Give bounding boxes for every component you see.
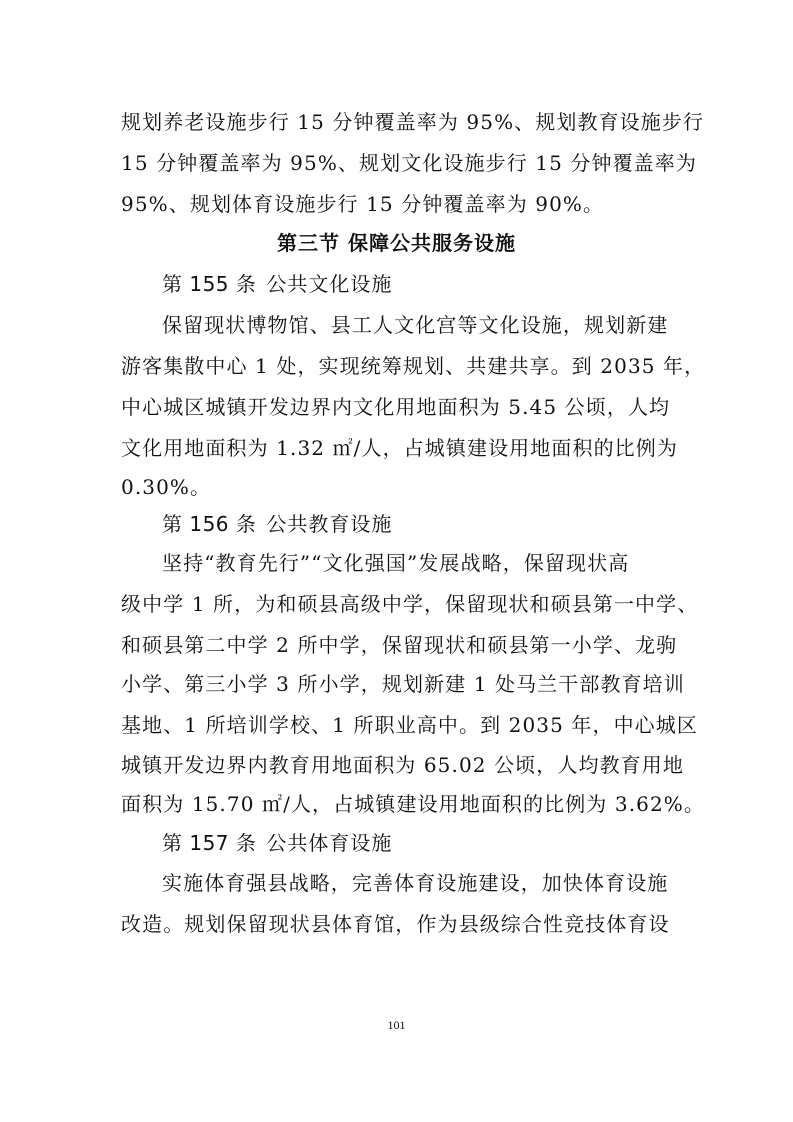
article-157-number: 第 157 条 [162,831,257,855]
article-157-line-1: 实施体育强县战略，完善体育设施建设，加快体育设施 [162,871,669,895]
article-155-line-1: 保留现状博物馆、县工人文化宫等文化设施，规划新建 [162,313,669,337]
article-156-line-3: 和硕县第二中学 2 所中学，保留现状和硕县第一小学、龙驹 [121,633,678,657]
article-156-line-5: 基地、1 所培训学校、1 所职业高中。到 2035 年，中心城区 [121,713,698,737]
article-156-number: 第 156 条 [162,512,257,536]
article-156-line-6: 城镇开发边界内教育用地面积为 65.02 公顷，人均教育用地 [121,753,684,777]
article-155-line-4: 文化用地面积为 1.32 ㎡/人，占城镇建设用地面积的比例为 [121,436,678,460]
article-157-heading [162,825,392,861]
article-156-title: 公共教育设施 [266,512,393,536]
intro-line-1: 规划养老设施步行 15 分钟覆盖率为 95%、规划教育设施步行 [121,110,705,134]
article-155-heading [162,266,392,302]
article-156-line-1: 坚持“教育先行”“文化强国”发展战略，保留现状高 [162,551,630,575]
article-157-title: 公共体育设施 [266,831,393,855]
article-155-title: 公共文化设施 [266,272,393,296]
page-number: 101 [387,1018,406,1032]
intro-line-3: 95%、规划体育设施步行 15 分钟覆盖率为 90%。 [121,192,605,216]
article-156-line-2: 级中学 1 所，为和硕县高级中学，保留现状和硕县第一中学、 [121,592,699,616]
section-title: 第三节 保障公共服务设施 [277,231,516,255]
intro-line-2: 15 分钟覆盖率为 95%、规划文化设施步行 15 分钟覆盖率为 [121,151,697,175]
article-156-line-7: 面积为 15.70 ㎡/人，占城镇建设用地面积的比例为 3.62%。 [121,792,706,816]
article-155-line-5: 0.30%。 [121,475,212,499]
article-156-heading [162,506,392,542]
article-155-number: 第 155 条 [162,272,257,296]
article-155-line-2: 游客集散中心 1 处，实现统筹规划、共建共享。到 2035 年， [121,354,706,378]
article-156-line-4: 小学、第三小学 3 所小学，规划新建 1 处马兰干部教育培训 [121,672,685,696]
article-155-line-3: 中心城区城镇开发边界内文化用地面积为 5.45 公顷，人均 [121,395,671,419]
article-157-line-2: 改造。规划保留现状县体育馆，作为县级综合性竞技体育设 [121,912,670,936]
